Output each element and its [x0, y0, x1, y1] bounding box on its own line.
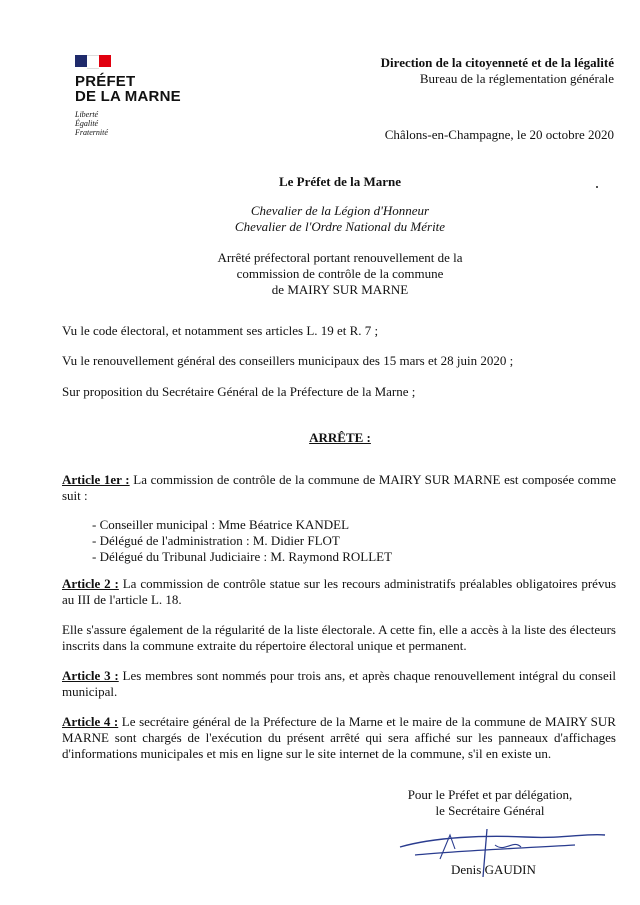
article-4-text: Le secrétaire général de la Préfecture de la Marne et le maire de la commune de MAIRY SUR MARNE sont chargés de l'exécution du présent arrêté qui sera affiché sur les panneaux d'affichages d'informations municipales et mis en ligne sur le site internet de la commune, s'il en existe un.: [62, 714, 616, 761]
logo-line-2: DE LA MARNE: [75, 88, 181, 105]
visa-proposition: Sur proposition du Secrétaire Général de la Préfecture de la Marne ;: [62, 384, 416, 399]
arrete-heading: ARRÊTE :: [309, 430, 371, 445]
prefecture-logo: [75, 55, 181, 137]
signatory-name: Denis GAUDIN: [451, 862, 536, 877]
article-1: [62, 472, 616, 504]
decree-subject: [0, 250, 640, 298]
motto: [75, 110, 181, 137]
member-administration: - Délégué de l'administration : M. Didier FLOT: [92, 533, 340, 548]
article-3-label: Article 3 :: [62, 668, 119, 683]
place-date: Châlons-en-Champagne, le 20 octobre 2020: [384, 127, 614, 142]
motto-egalite: Égalité: [75, 119, 99, 128]
honor-line-2: Chevalier de l'Ordre National du Mérite: [234, 219, 446, 234]
signatory-title: le Secrétaire Général: [435, 803, 545, 818]
article-2: [62, 576, 616, 608]
article-2-text: La commission de contrôle statue sur les recours administratifs préalables obligatoires prévus au III de l'article L. 18.: [62, 576, 616, 607]
article-4: [62, 714, 616, 762]
members-list: [92, 517, 392, 565]
article-1-label: Article 1er :: [62, 472, 130, 487]
direction-name: Direction de la citoyenneté et de la légalité: [380, 55, 614, 70]
article-2-paragraph-2: Elle s'assure également de la régularité de la liste électorale. A cette fin, elle a accès à la liste des électeurs inscrits dans la commune extraite du répertoire électoral unique et permanent.: [62, 622, 616, 653]
article-3: [62, 668, 616, 700]
issuing-service: [381, 55, 614, 87]
member-tribunal: - Délégué du Tribunal Judiciaire : M. Raymond ROLLET: [92, 549, 393, 564]
visa-renouvellement: Vu le renouvellement général des conseillers municipaux des 15 mars et 28 juin 2020 ;: [62, 353, 514, 368]
motto-liberte: Liberté: [75, 110, 99, 119]
prefet-title: Le Préfet de la Marne: [278, 174, 401, 189]
article-4-label: Article 4 :: [62, 714, 119, 729]
visa-code-electoral: Vu le code électoral, et notamment ses articles L. 19 et R. 7 ;: [62, 323, 379, 338]
honors: [0, 203, 640, 235]
logo-title: [75, 74, 181, 104]
marianne-flag-icon: [75, 55, 111, 67]
article-2-label: Article 2 :: [62, 576, 119, 591]
subject-line-3: de MAIRY SUR MARNE: [271, 282, 409, 297]
bureau-name: Bureau de la réglementation générale: [419, 71, 614, 86]
article-1-text: La commission de contrôle de la commune de MAIRY SUR MARNE est composée comme suit :: [62, 472, 617, 503]
motto-fraternite: Fraternité: [75, 128, 108, 137]
logo-line-1: PRÉFET: [75, 73, 136, 90]
delegation-line: Pour le Préfet et par délégation,: [407, 787, 573, 802]
subject-line-2: commission de contrôle de la commune: [236, 266, 444, 281]
member-conseiller: - Conseiller municipal : Mme Béatrice KANDEL: [92, 517, 350, 532]
subject-line-1: Arrêté préfectoral portant renouvellement de la: [217, 250, 463, 265]
article-3-text: Les membres sont nommés pour trois ans, et après chaque renouvellement intégral du conseil municipal.: [62, 668, 616, 699]
honor-line-1: Chevalier de la Légion d'Honneur: [250, 203, 430, 218]
signature-block: [400, 787, 580, 819]
